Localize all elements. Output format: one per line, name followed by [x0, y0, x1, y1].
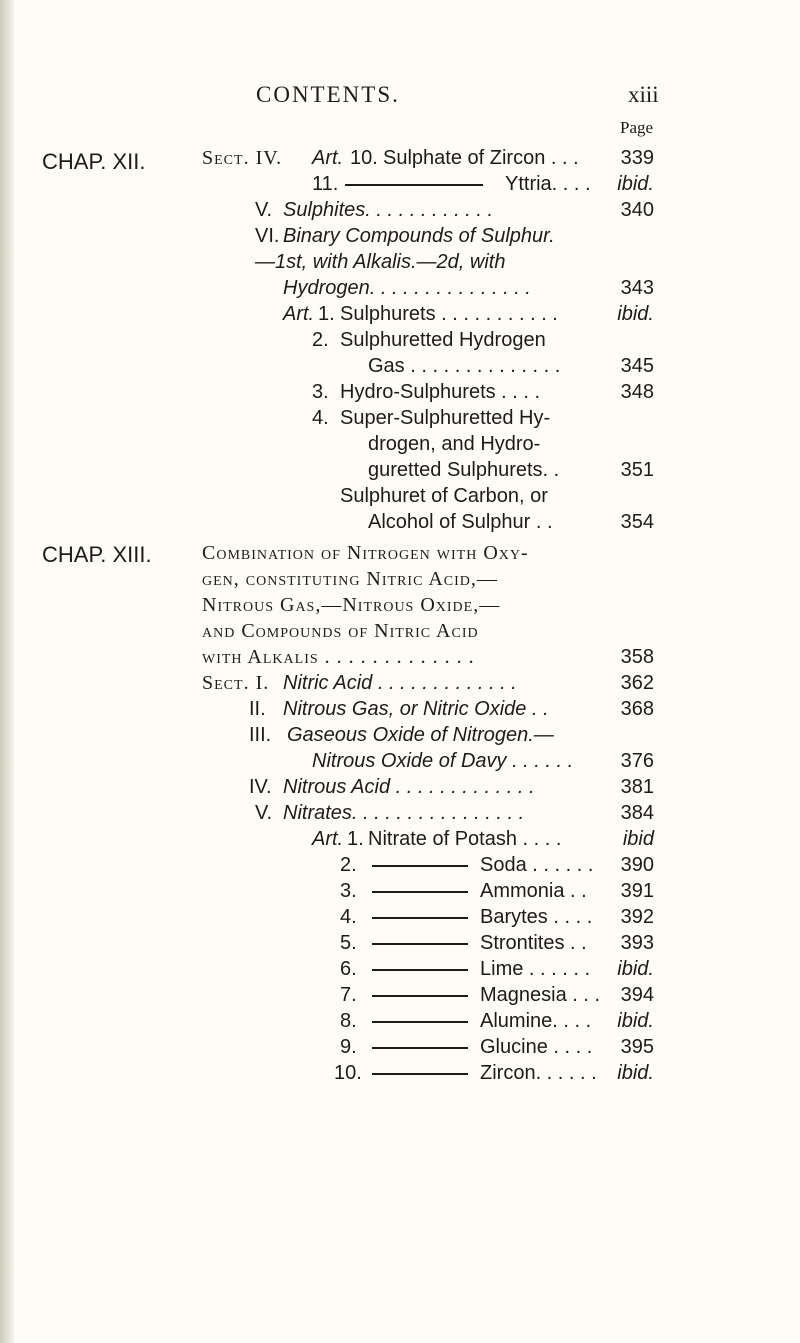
- entry-number: V.: [255, 199, 273, 221]
- entry-page: 362: [620, 672, 654, 694]
- entry-title: Binary Compounds of Sulphur.: [283, 225, 555, 247]
- entry-number: 9.: [340, 1036, 357, 1058]
- entry-page: 390: [620, 854, 654, 876]
- entry-page: 345: [620, 355, 654, 377]
- entry-title: Sulphites. . . . . . . . . . . .: [283, 199, 494, 221]
- entry-title: Barytes . . . .: [480, 906, 593, 928]
- entry-title: Sulphuretted Hydrogen: [340, 329, 546, 351]
- ditto-dash: [372, 943, 468, 945]
- entry-page: 354: [620, 511, 654, 533]
- page-number: xiii: [628, 82, 659, 107]
- entry-number: 1.: [347, 828, 364, 850]
- entry-number: 3.: [340, 880, 357, 902]
- ditto-dash: [372, 865, 468, 867]
- ditto-dash: [345, 184, 483, 186]
- article-label: Art.: [283, 303, 315, 325]
- entry-number: 10.: [350, 147, 378, 169]
- entry-page: 351: [620, 459, 654, 481]
- entry-title: Super-Sulphuretted Hy-: [340, 407, 551, 429]
- entry-number: III.: [249, 724, 272, 746]
- entry-page: 395: [620, 1036, 654, 1058]
- entry-title: Gaseous Oxide of Nitrogen.—: [287, 724, 554, 746]
- chapter-label: CHAP. XII.: [42, 149, 146, 174]
- entry-page: 392: [620, 906, 654, 928]
- entry-title: Hydro-Sulphurets . . . .: [340, 381, 541, 403]
- entry-page: 358: [620, 646, 654, 668]
- entry-title: Nitrate of Potash . . . .: [368, 828, 562, 850]
- entry-number: 4.: [340, 906, 357, 928]
- entry-page: ibid.: [617, 958, 654, 980]
- page-title: CONTENTS.: [256, 82, 400, 107]
- entry-number: 6.: [340, 958, 357, 980]
- chapter-title-cont: with Alkalis . . . . . . . . . . . . .: [202, 646, 475, 668]
- chapter-title-cont: and Compounds of Nitric Acid: [202, 620, 479, 642]
- entry-title-cont: drogen, and Hydro-: [368, 433, 541, 455]
- entry-number: 8.: [340, 1010, 357, 1032]
- entry-title: Sulphuret of Carbon, or: [340, 485, 548, 507]
- entry-title-cont: Gas . . . . . . . . . . . . . .: [368, 355, 561, 377]
- entry-title: Sulphurets . . . . . . . . . . .: [340, 303, 558, 325]
- entry-page: ibid.: [617, 173, 654, 195]
- entry-page: 339: [620, 147, 654, 169]
- entry-title: Magnesia . . .: [480, 984, 601, 1006]
- entry-number: 11.: [312, 173, 339, 195]
- entry-title-cont: guretted Sulphurets. .: [368, 459, 560, 481]
- ditto-dash: [372, 891, 468, 893]
- ditto-dash: [372, 1047, 468, 1049]
- section-label: Sect. IV.: [202, 147, 283, 169]
- entry-title: Nitric Acid . . . . . . . . . . . . .: [283, 672, 517, 694]
- entry-title: Glucine . . . .: [480, 1036, 593, 1058]
- entry-page: 391: [620, 880, 654, 902]
- article-label: Art.: [312, 147, 344, 169]
- entry-number: 3.: [312, 381, 329, 403]
- entry-number: 5.: [340, 932, 357, 954]
- entry-number: 10.: [334, 1062, 362, 1084]
- entry-page: 384: [620, 802, 654, 824]
- page-column-label: Page: [620, 118, 654, 137]
- entry-number: 7.: [340, 984, 357, 1006]
- ditto-dash: [372, 995, 468, 997]
- entry-page: ibid: [622, 828, 654, 850]
- entry-number: 2.: [312, 329, 329, 351]
- entry-title: Nitrous Acid . . . . . . . . . . . . .: [283, 776, 535, 798]
- ditto-dash: [372, 1021, 468, 1023]
- chapter-title-cont: Nitrous Gas,—Nitrous Oxide,—: [202, 594, 501, 616]
- chapter-title-cont: gen, constituting Nitric Acid,—: [202, 568, 498, 590]
- entry-title: Nitrous Gas, or Nitric Oxide . .: [283, 698, 549, 720]
- article-label: Art.: [312, 828, 344, 850]
- ditto-dash: [372, 969, 468, 971]
- entry-number: IV.: [249, 776, 272, 798]
- entry-page: 348: [620, 381, 654, 403]
- entry-page: 340: [620, 199, 654, 221]
- entry-title-cont: Hydrogen. . . . . . . . . . . . . . .: [283, 277, 531, 299]
- ditto-dash: [372, 1073, 468, 1075]
- chapter-label: CHAP. XIII.: [42, 542, 152, 567]
- entry-title: Ammonia . .: [480, 880, 587, 902]
- entry-title: Nitrates. . . . . . . . . . . . . . . .: [283, 802, 525, 824]
- entry-page: 368: [620, 698, 654, 720]
- entry-title: Strontites . .: [480, 932, 587, 954]
- entry-title: Alumine. . . .: [480, 1010, 592, 1032]
- entry-number: VI.: [255, 225, 280, 247]
- entry-title: Soda . . . . . .: [480, 854, 594, 876]
- ditto-dash: [372, 917, 468, 919]
- entry-page: ibid.: [617, 303, 654, 325]
- entry-title-cont: Alcohol of Sulphur . .: [368, 511, 553, 533]
- entry-number: 2.: [340, 854, 357, 876]
- entry-title: Lime . . . . . .: [480, 958, 591, 980]
- entry-page: ibid.: [617, 1010, 654, 1032]
- entry-title-cont: —1st, with Alkalis.—2d, with: [255, 251, 506, 273]
- entry-page: ibid.: [617, 1062, 654, 1084]
- entry-title: Yttria. . . .: [505, 173, 591, 195]
- page-edge-shadow: [0, 0, 14, 1343]
- entry-page: 343: [620, 277, 654, 299]
- chapter-title: Combination of Nitrogen with Oxy-: [202, 542, 529, 564]
- entry-page: 394: [620, 984, 654, 1006]
- entry-page: 381: [620, 776, 654, 798]
- entry-number: V.: [255, 802, 273, 824]
- entry-page: 393: [620, 932, 654, 954]
- entry-page: 376: [620, 750, 654, 772]
- section-label: Sect. I.: [202, 672, 270, 694]
- entry-title: Sulphate of Zircon . . .: [383, 147, 579, 169]
- entry-number: II.: [249, 698, 266, 720]
- entry-number: 1.: [318, 303, 335, 325]
- entry-title: Zircon. . . . . .: [480, 1062, 597, 1084]
- entry-number: 4.: [312, 407, 329, 429]
- entry-title-cont: Nitrous Oxide of Davy . . . . . .: [312, 750, 574, 772]
